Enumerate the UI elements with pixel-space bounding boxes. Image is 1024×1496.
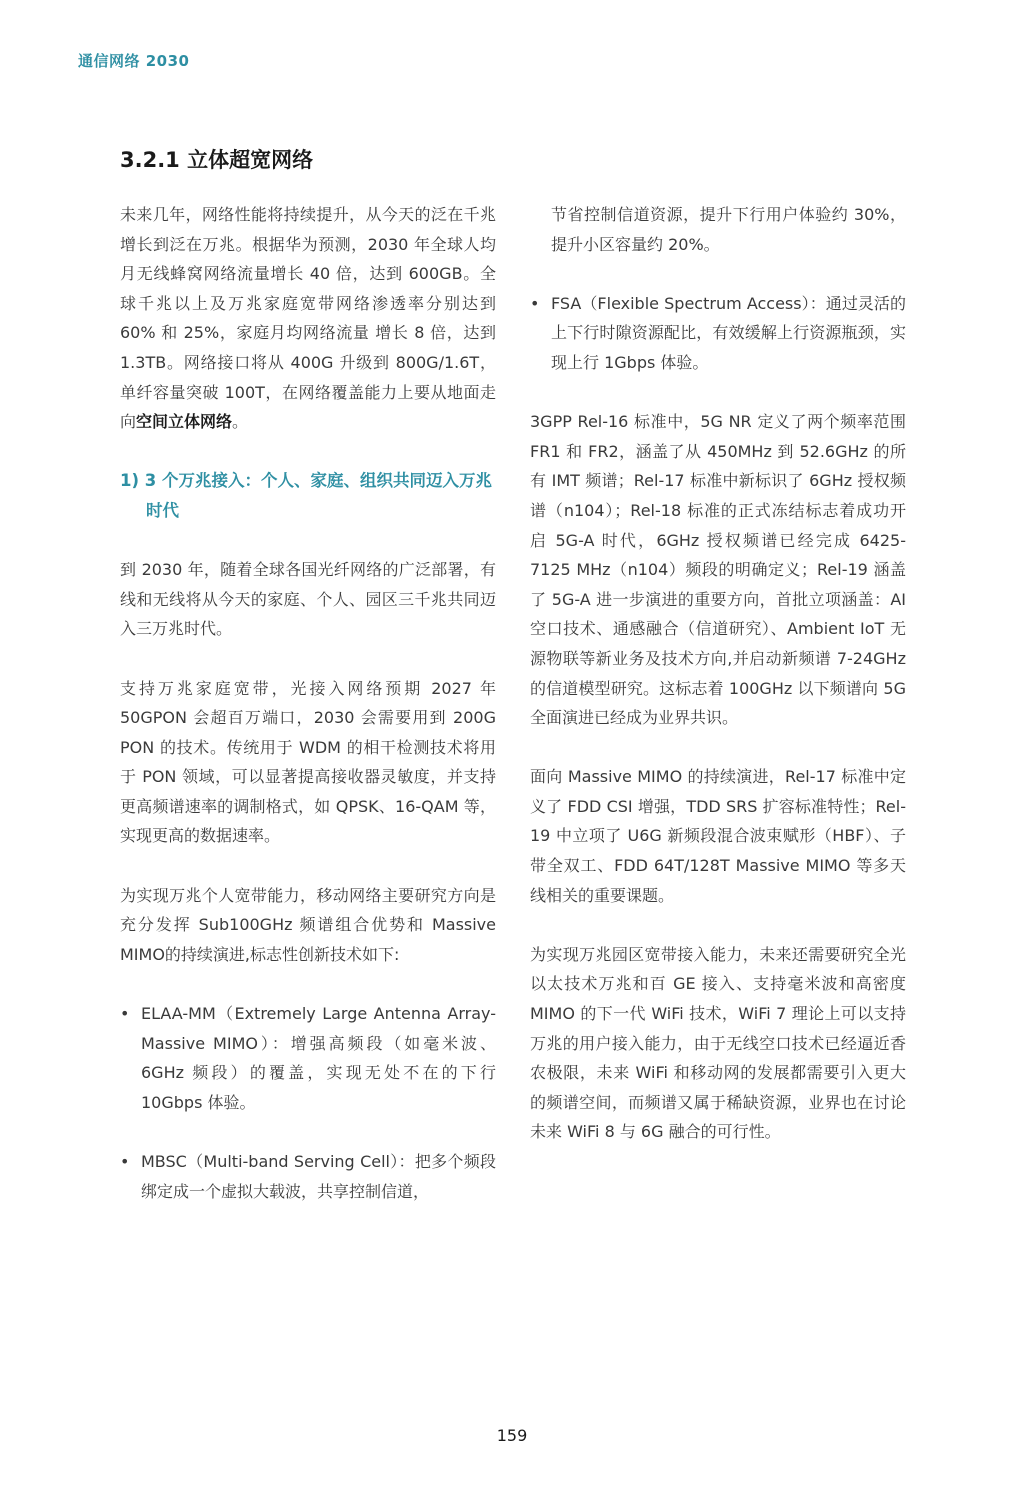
subheading-10g-access: 1) 3 个万兆接入：个人、家庭、组织共同迈入万兆时代 bbox=[120, 471, 492, 520]
bullet-text: ELAA-MM（Extremely Large Antenna Array-Massive MIMO）：增强高频段（如毫米波、6GHz 频段）的覆盖，实现无处不在的下行 10Gbps 体验。 bbox=[141, 1004, 496, 1112]
intro-end: 。 bbox=[232, 412, 249, 432]
paragraph-home-broadband: 支持万兆家庭宽带，光接入网络预期 2027 年 50GPON 会超百万端口，2030 会需要用到 200G PON 的技术。传统用于 WDM 的相干检测技术将用于 PON 领域，可以显著提高接收器灵敏度，并支持更高频谱速率的调制格式，如 QPSK、16-QAM 等，实现更高的数据速率。 bbox=[120, 678, 496, 846]
right-column bbox=[530, 200, 906, 1177]
paragraph-campus-broadband: 为实现万兆园区宽带接入能力，未来还需要研究全光以太技术万兆和百 GE 接入、支持毫米波和高密度 MIMO 的下一代 WiFi 技术，WiFi 7 理论上可以支持万兆的用户接入能力，由于无线空口技术已经逼近香农极限，未来 WiFi 和移动网的发展都需要引入更大的频谱空间，而频谱又属于稀缺资源，业界也在讨论未来 WiFi 8 与 6G 融合的可行性。 bbox=[530, 944, 906, 1142]
paragraph-massive-mimo: 面向 Massive MIMO 的持续演进，Rel-17 标准中定义了 FDD CSI 增强，TDD SRS 扩容标准特性；Rel-19 中立项了 U6G 新频段混合波束赋形（HBF）、子带全双工、FDD 64T/128T Massive MIMO 等多天线相关的重要课题。 bbox=[530, 767, 906, 905]
bullet-mbsc bbox=[120, 1147, 496, 1206]
intro-text: 未来几年，网络性能将持续提升，从今天的泛在千兆增长到泛在万兆。根据华为预测，2030 年全球人均月无线蜂窝网络流量增长 40 倍，达到 600GB。全球千兆以上及万兆家庭宽带网络渗透率分别达到 60% 和 25%，家庭月均网络流量 增长 8 倍，达到 1.3TB。网络接口将从 400G 升级到 800G/1.6T，单纤容量突破 100T，在网络覆盖能力上要从地面走向 bbox=[120, 205, 496, 432]
paragraph-intro bbox=[120, 200, 496, 437]
bullet-text: MBSC（Multi-band Serving Cell）：把多个频段绑定成一个虚拟大载波，共享控制信道， bbox=[141, 1152, 496, 1201]
bullet-dot: • bbox=[120, 1004, 130, 1024]
page-number: 159 bbox=[496, 1426, 528, 1445]
left-column bbox=[120, 200, 496, 1236]
bullet-fsa bbox=[530, 289, 906, 378]
paragraph-3gpp-spectrum: 3GPP Rel-16 标准中，5G NR 定义了两个频率范围 FR1 和 FR2，涵盖了从 450MHz 到 52.6GHz 的所有 IMT 频谱；Rel-17 标准中新标识了 6GHz 授权频谱（n104）；Rel-18 标准的正式冻结标志着成功开启 5G-A 时代，6GHz 授权频谱已经完成 6425-7125 MHz（n104）频段的明确定义；Rel-19 涵盖了 5G-A 进一步演进的重要方向，首批立项涵盖：AI 空口技术、通感融合（信道研究）、Ambient IoT 无源物联等新业务及技术方向,并启动新频谱 7-24GHz 的信道模型研究。这标志着 100GHz 以下频谱向 5G 全面演进已经成为业界共识。 bbox=[530, 412, 906, 728]
bullet-text: FSA（Flexible Spectrum Access）：通过灵活的上下行时隙资源配比，有效缓解上行资源瓶颈，实现上行 1Gbps 体验。 bbox=[551, 293, 906, 372]
bullet-dot: • bbox=[120, 1152, 130, 1171]
intro-bold-term: 空间立体网络 bbox=[136, 412, 233, 432]
bullet-elaa-mm bbox=[120, 999, 496, 1117]
running-header: 通信网络 2030 bbox=[78, 52, 190, 70]
paragraph-fiber: 到 2030 年，随着全球各国光纤网络的广泛部署，有线和无线将从今天的家庭、个人、园区三千兆共同迈入三万兆时代。 bbox=[120, 560, 496, 639]
section-title: 3.2.1 立体超宽网络 bbox=[120, 148, 314, 172]
bullet-dot: • bbox=[530, 293, 540, 313]
paragraph-personal-broadband: 为实现万兆个人宽带能力，移动网络主要研究方向是充分发挥 Sub100GHz 频谱组合优势和 Massive MIMO的持续演进,标志性创新技术如下: bbox=[120, 885, 496, 964]
bullet-mbsc-continued: 节省控制信道资源，提升下行用户体验约 30%，提升小区容量约 20%。 bbox=[551, 205, 906, 254]
